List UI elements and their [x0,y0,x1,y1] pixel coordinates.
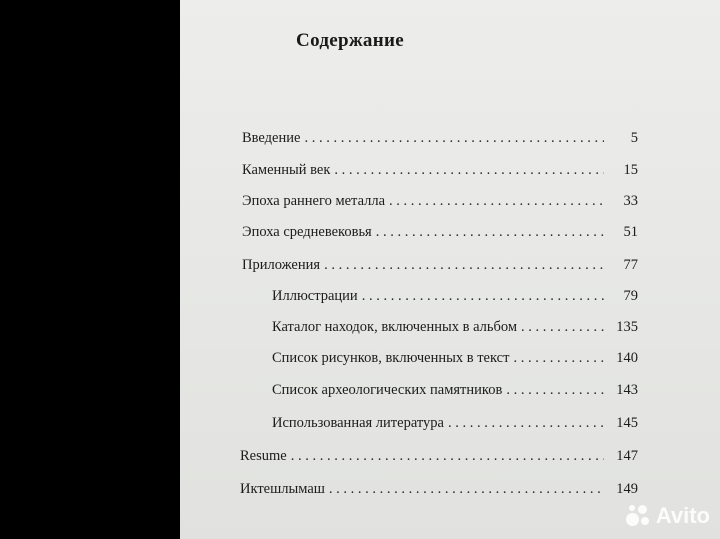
dot-leader [389,191,604,211]
toc-entry-label: Каменный век [242,162,331,178]
book-page [180,0,720,539]
toc-entry [240,479,638,499]
avito-dots-logo-icon [626,505,652,527]
dot-leader [506,380,604,400]
toc-entry-label: Каталог находок, включенных в альбом [272,319,518,335]
dot-leader [291,446,604,466]
toc-entry-label: Иктешлымаш [240,481,325,497]
dot-leader [329,479,604,499]
toc-entry-page: 140 [616,350,638,366]
toc-entry-page: 149 [616,481,638,497]
dot-leader [521,317,604,337]
toc-entry [240,446,638,466]
toc-entry [272,413,638,433]
toc-entry-page: 135 [616,319,638,335]
toc-entry [242,191,638,211]
dot-leader [324,255,604,275]
toc-entry-label: Приложения [242,257,321,273]
dot-leader [362,286,604,306]
toc-entry-page: 33 [623,193,638,209]
toc-entry [272,286,638,306]
dot-leader [448,413,604,433]
dot-leader [513,348,604,368]
toc-entry-page: 143 [616,382,638,398]
dot-leader [304,128,604,148]
toc-entry-page: 77 [623,257,638,273]
toc-entry [242,222,638,242]
toc-entry-page: 145 [616,415,638,431]
toc-entry [272,380,638,400]
toc-entry-label: Использованная литература [272,415,444,431]
toc-entry-page: 51 [623,224,638,240]
toc-entry-label: Введение [242,130,301,146]
toc-entry-label: Список археологических памятников [272,382,503,398]
toc-entry [242,128,638,148]
toc-entry [272,317,638,337]
toc-entry-label: Эпоха раннего металла [242,193,386,209]
avito-watermark [626,503,710,529]
toc-entry-label: Иллюстрации [272,288,358,304]
toc-entry [272,348,638,368]
toc-entry-page: 5 [630,130,638,146]
watermark-text: Avito [655,503,710,528]
toc-entry-page: 79 [623,288,638,304]
dot-leader [376,222,604,242]
toc-entry-page: 15 [623,162,638,178]
toc-entry-label: Эпоха средневековья [242,224,372,240]
dot-leader [334,160,604,180]
toc-entry [242,255,638,275]
toc-entry-label: Resume [240,448,287,464]
page-title: Содержание [296,30,404,51]
toc-entry-label: Список рисунков, включенных в текст [272,350,510,366]
toc-entry-page: 147 [616,448,638,464]
toc-entry [242,160,638,180]
